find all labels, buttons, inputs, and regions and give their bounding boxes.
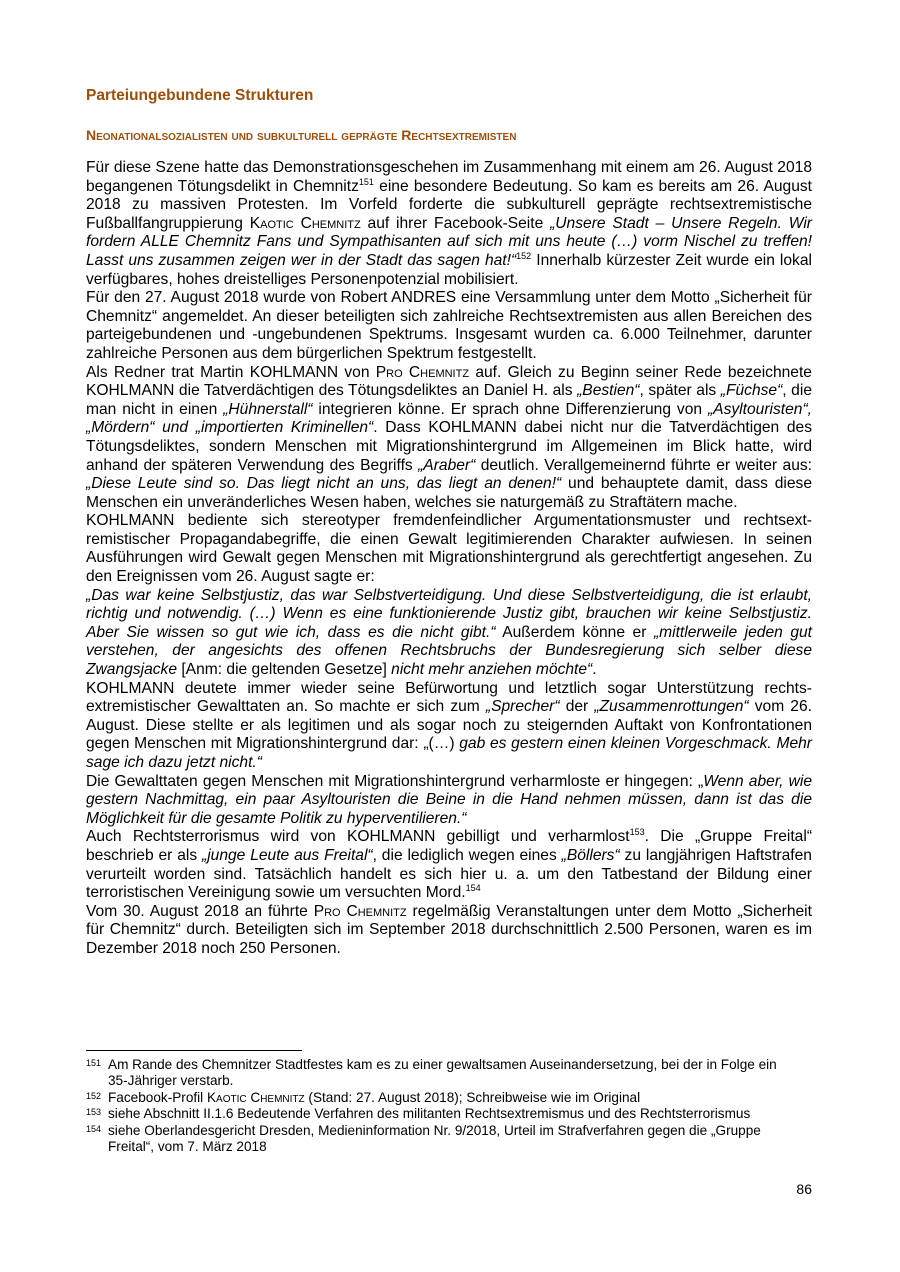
text-run: integrieren könne. Er sprach ohne Differenzierung von xyxy=(312,400,708,418)
quote: „Zusammenrottungen“ xyxy=(594,698,749,716)
footnote-151 xyxy=(86,1057,786,1090)
footnote-number: 152 xyxy=(86,1090,102,1101)
paragraph-6 xyxy=(86,680,812,773)
section-heading: Parteiungebundene Strukturen xyxy=(86,87,314,104)
footnote-154 xyxy=(86,1123,786,1156)
text-run: Facebook-Profil xyxy=(108,1089,207,1105)
text-run: (Stand: 27. August 2018); Schreibweise wie im Original xyxy=(304,1089,641,1105)
paragraph-1 xyxy=(86,159,812,289)
quote: „Böllers“ xyxy=(561,846,620,864)
text-run: . Die „Gruppe Freital“ beschrieb er als xyxy=(86,828,813,864)
text-run: KOHLMANN deutete immer wieder seine Befürwortung und letztlich sogar Unterstützung rechtsextremistischer Gewalttaten an. So machte er sich zum xyxy=(86,679,812,716)
text-run: Innerhalb kürzester Zeit wurde ein lokal verfügbares, hohes dreistelliges Personenpotenzial mobilisiert. xyxy=(86,251,812,288)
quote: „Bestien“ xyxy=(577,382,640,400)
text-run: zu langjährigen Haftstrafen verurteilt worden sind. Tatsächlich handelt es sich hier u. a. um den Tatbestand der Bildung einer terroristischen Vereinigung sowie um versuchten Mord. xyxy=(86,846,812,902)
text-run: , die lediglich wegen eines xyxy=(372,846,562,864)
paragraph-4: KOHLMANN bediente sich stereotyper fremdenfeindlicher Argumentationsmuster und rechtsextremistischer Propagandabegriffe, die einen Gewalt legitimierenden Charakter aufwiesen. In seinen Ausführungen wird Gewalt gegen Menschen mit Migrationshintergrund als gerechtfertigt angesehen. Zu den Ereignissen vom 26. August sagte er: xyxy=(86,512,812,586)
text-run: . Dass KOHLMANN dabei nicht nur die Tatverdächtigen des Tötungsdeliktes, sondern Menschen mit Migrationshintergrund im Allgemeinen im Blick hatte, wird anhand der späteren Verwendung des Begriffs xyxy=(86,419,812,474)
text-run: Für diese Szene hatte das Demonstrationsgeschehen im Zusammenhang mit einem am 26. August 2018 begangenen Tötungsdelikt in Chemnitz xyxy=(86,159,812,195)
footnote-153 xyxy=(86,1106,786,1122)
paragraph-7 xyxy=(86,773,812,829)
paragraph-5 xyxy=(86,587,812,680)
quote: „Sprecher“ xyxy=(485,698,560,716)
quote: „Hühnerstall“ xyxy=(223,400,313,418)
text-run: Außerdem könne er xyxy=(495,623,654,641)
quote: „junge Leute aus Freital“ xyxy=(202,846,373,864)
footnote-number: 154 xyxy=(86,1123,102,1134)
paragraph-3 xyxy=(86,364,812,513)
footnote-ref-153[interactable]: 153 xyxy=(629,827,645,838)
quote: „Das war keine Selbstjustiz, das war Selbstverteidigung. Und diese Selbstverteidigung, die ist erlaubt, richtig und notwendig. (…) Wenn es eine funktionierende Justiz gibt, brauchen wir keine Selbstjustiz. Aber Sie wissen so gut wie ich, dass es die nicht gibt.“ xyxy=(86,586,812,641)
group-name: Kaotic Chemnitz xyxy=(206,1089,305,1105)
text-run: [Anm: die geltenden Gesetze] xyxy=(177,661,392,679)
quote: „mittlerweile jeden gut verstehen, der angesichts des offenen Rechtsbruchs der Bundesregierung sich selber diese Zwangsjacke xyxy=(86,623,812,679)
group-name: Kaotic Chemnitz xyxy=(249,214,361,232)
org-name: Pro Chemnitz xyxy=(313,902,407,920)
quote: „Unsere Stadt – Unsere Regeln. Wir fordern ALLE Chemnitz Fans und Sympathisanten auf sich mit uns heute (…) vorm Nischel zu treffen! Lasst uns zusammen zeigen wer in der Stadt das sagen hat!“ xyxy=(86,214,812,269)
text-run: und behauptete damit, dass diese Menschen ein unveränderliches Wesen haben, welches sie naturgemäß zu Straftätern mache. xyxy=(86,475,813,511)
footnote-ref-151[interactable]: 151 xyxy=(358,176,374,187)
footnote-number: 151 xyxy=(86,1058,102,1068)
quote: „Asyltouristen“, „Mördern“ und „importierten Kriminellen“ xyxy=(86,400,812,437)
text-run: Als Redner trat Martin KOHLMANN von xyxy=(86,363,376,381)
org-name: Pro Chemnitz xyxy=(375,363,470,381)
text-run: vom 26. August. Diese stellte er als legitimen und als sogar noch zu steigernden Auftakt von Konfrontationen gegen Menschen mit Migrationshintergrund dar: „(…) xyxy=(86,698,812,753)
text-run: regelmäßig Veranstaltungen unter dem Motto „Sicherheit für Chemnitz“ durch. Beteiligten sich im September 2018 durchschnittlich 2.500 Personen, waren es im Dezember 2018 noch 250 Personen. xyxy=(86,902,812,957)
text-run: deutlich. Verallgemeinernd führte er weiter aus: xyxy=(475,456,812,474)
footnote-text: siehe Abschnitt II.1.6 Bedeutende Verfahren des militanten Rechtsextremismus und des Rechtsterrorismus xyxy=(108,1106,751,1122)
text-run: auf. Gleich zu Beginn seiner Rede bezeichnete KOHLMANN die Tatverdächtigen des Tötungsdeliktes an Daniel H. als xyxy=(86,363,812,400)
text-run: , später als xyxy=(639,382,721,400)
quote: „Füchse“ xyxy=(720,382,783,400)
main-content xyxy=(86,86,812,959)
text-run: , die man nicht in einen xyxy=(86,382,812,418)
text-run: Die Gewalttaten gegen Menschen mit Migrationshintergrund verharmloste er hingegen: „ xyxy=(86,772,704,790)
footnote-text: siehe Oberlandesgericht Dresden, Medieninformation Nr. 9/2018, Urteil im Strafverfahren gegen die „Gruppe Freital“, vom 7. März 2018 xyxy=(108,1122,761,1155)
paragraph-9 xyxy=(86,903,812,959)
footnote-number: 153 xyxy=(86,1107,102,1118)
paragraph-2: Für den 27. August 2018 wurde von Robert ANDRES eine Versammlung unter dem Motto „Sicherheit für Chemnitz“ angemeldet. An dieser beteiligten sich zahlreiche Rechtsextremisten aus allen Bereichen des parteigebundenen und -ungebundenen Spektrums. Insgesamt wurden ca. 6.000 Teilnehmer, darunter zahlreiche Personen aus dem bürgerlichen Spektrum festgestellt. xyxy=(86,289,812,362)
body-text xyxy=(86,159,812,959)
text-run: der xyxy=(559,698,595,716)
text-run: Auch Rechtsterrorismus wird von KOHLMANN gebilligt und verharmlost xyxy=(86,828,630,846)
quote: „Diese Leute sind so. Das liegt nicht an uns, das liegt an denen!“ xyxy=(86,475,562,493)
footnote-text xyxy=(108,1090,786,1106)
quote: Wenn aber, wie gestern Nachmittag, ein paar Asyltouristen die Beine in die Hand nehmen müssen, dann ist das die Möglichkeit für die gesamte Politik zu hyperventilieren.“ xyxy=(86,772,812,827)
paragraph-8 xyxy=(86,828,812,902)
footnote-text: Am Rande des Chemnitzer Stadtfestes kam es zu einer gewaltsamen Auseinandersetzung, bei der in Folge ein 35-Jähriger verstarb. xyxy=(108,1057,777,1089)
footnote-ref-152[interactable]: 152 xyxy=(516,250,532,261)
quote: „Araber“ xyxy=(418,456,476,474)
footnote-divider xyxy=(86,1050,302,1051)
footnotes xyxy=(86,1057,786,1155)
footnote-152 xyxy=(86,1090,786,1106)
footnote-ref-154[interactable]: 154 xyxy=(465,882,481,893)
text-run: . xyxy=(592,661,597,679)
subsection-heading: Neonationalsozialisten und subkulturell geprägte Rechtsextremisten xyxy=(86,127,517,143)
text-run: auf ihrer Facebook-Seite xyxy=(360,214,551,232)
text-run: Vom 30. August 2018 an führte xyxy=(86,902,314,920)
quote: gab es gestern einen kleinen Vorgeschmack. Mehr sage ich dazu jetzt nicht.“ xyxy=(86,735,812,771)
quote: nicht mehr anziehen möchte“ xyxy=(391,661,593,679)
page-number: 86 xyxy=(796,1181,812,1197)
text-run: eine besondere Bedeutung. So kam es bereits am 26. August 2018 zu massiven Protesten. Im Vorfeld forderte die subkulturell geprägte rechtsextremistische Fußballfangruppierung xyxy=(86,177,812,232)
